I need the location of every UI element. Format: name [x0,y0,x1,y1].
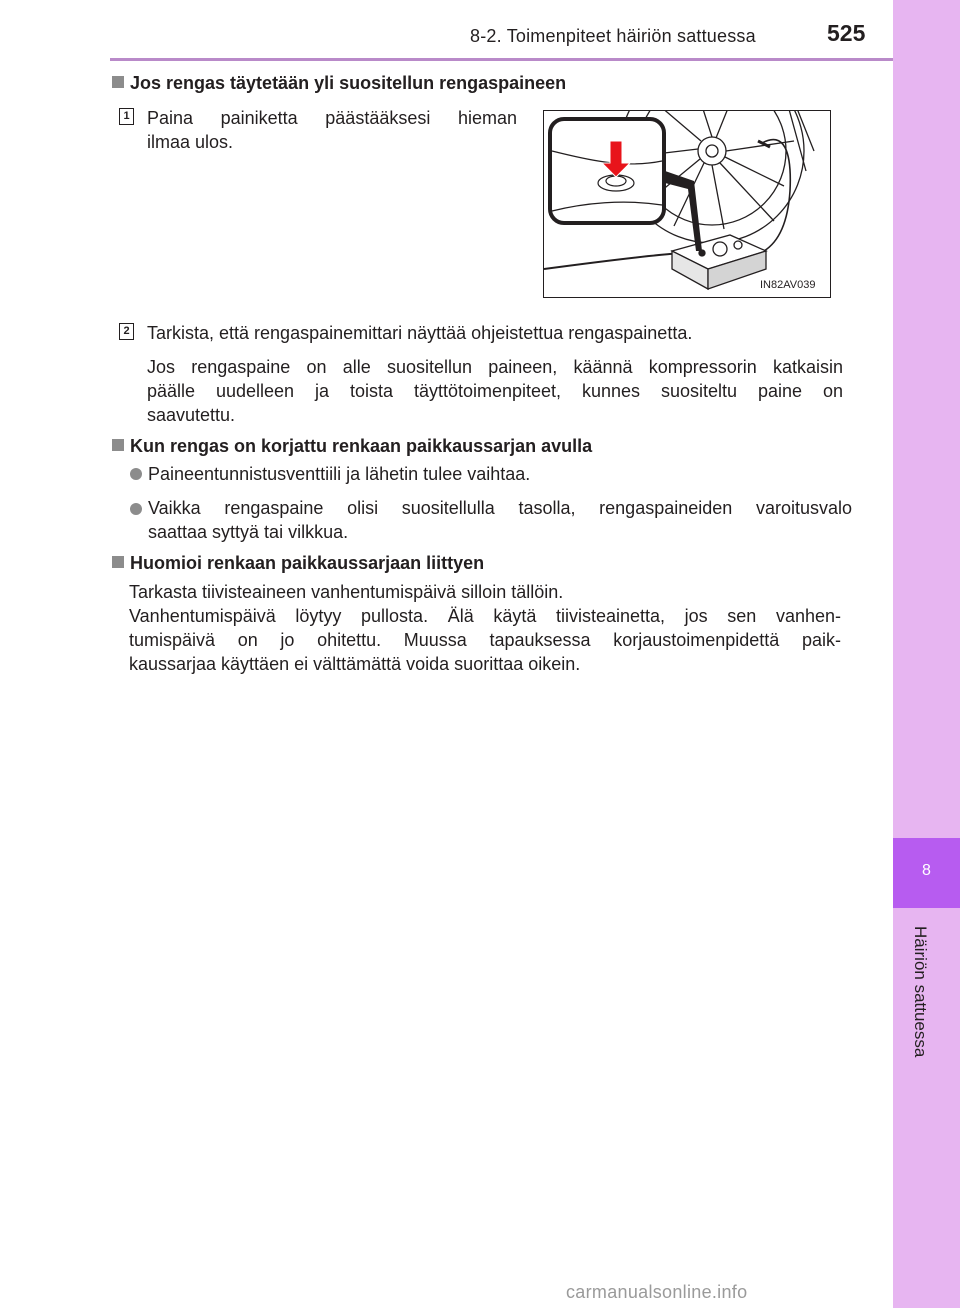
bullet-item-line2: saattaa syttyä tai vilkkua. [148,522,349,542]
step-number-2: 2 [119,323,134,340]
watermark: carmanualsonline.info [566,1282,748,1302]
step2-note-line2: päälle uudelleen ja toista täyttötoimenpiteet, kunnes suositeltu paine on [147,381,843,401]
chapter-side-label: Häiriön sattuessa [911,926,930,1058]
kit-notes-line3: tumispäivä on jo ohitettu. Muussa tapauksessa korjaustoimenpidettä paik- [129,630,841,650]
step2-note-line3: saavutettu. [147,405,236,425]
running-header-title: 8-2. Toimenpiteet häiriön sattuessa [470,26,756,46]
bullet-item: Paineentunnistusventtiili ja lähetin tulee vaihtaa. [148,464,531,484]
section-heading-text: Jos rengas täytetään yli suositellun rengaspaineen [130,73,567,93]
square-bullet-icon [112,556,124,568]
round-bullet-icon [130,503,142,515]
section-heading-text: Kun rengas on korjattu renkaan paikkaussarjan avulla [130,436,593,456]
step-number-1: 1 [119,108,134,125]
round-bullet-icon [130,468,142,480]
kit-notes-line1: Tarkasta tiivisteaineen vanhentumispäivä silloin tällöin. [129,582,564,602]
section-heading-repair-kit [112,436,592,457]
header-rule [110,58,893,61]
compressor-release-button-illustration [544,111,830,297]
section-heading-text: Huomioi renkaan paikkaussarjaan liittyen [130,553,485,573]
kit-notes-paragraph [129,580,841,676]
step2-note [147,355,843,427]
square-bullet-icon [112,76,124,88]
bullet-item-line1: Vaikka rengaspaine olisi suositellulla tasolla, rengaspaineiden varoitusvalo [148,498,852,518]
compressor-illustration [543,110,831,298]
kit-notes-line4: kaussarjaa käyttäen ei välttämättä voida suorittaa oikein. [129,654,581,674]
step1-line1: Paina painiketta päästääksesi hieman [147,108,517,128]
step1-line2: ilmaa ulos. [147,132,234,152]
kit-notes-line2: Vanhentumispäivä löytyy pullosta. Älä käytä tiivisteainetta, jos sen vanhen- [129,606,841,626]
section-heading-kit-notes [112,553,484,574]
step2-note-line1: Jos rengaspaine on alle suositellun paineen, käännä kompressorin katkaisin [147,357,843,377]
section-heading-overinflation [112,73,566,94]
step2-text: Tarkista, että rengaspainemittari näyttää ohjeistettua rengaspainetta. [147,323,693,343]
page-number: 525 [827,20,866,46]
chapter-side-tab [893,0,960,1308]
illustration-code: IN82AV039 [760,279,816,291]
chapter-number: 8 [922,862,931,879]
bullet-item [148,496,852,544]
square-bullet-icon [112,439,124,451]
step1-text [147,106,517,154]
